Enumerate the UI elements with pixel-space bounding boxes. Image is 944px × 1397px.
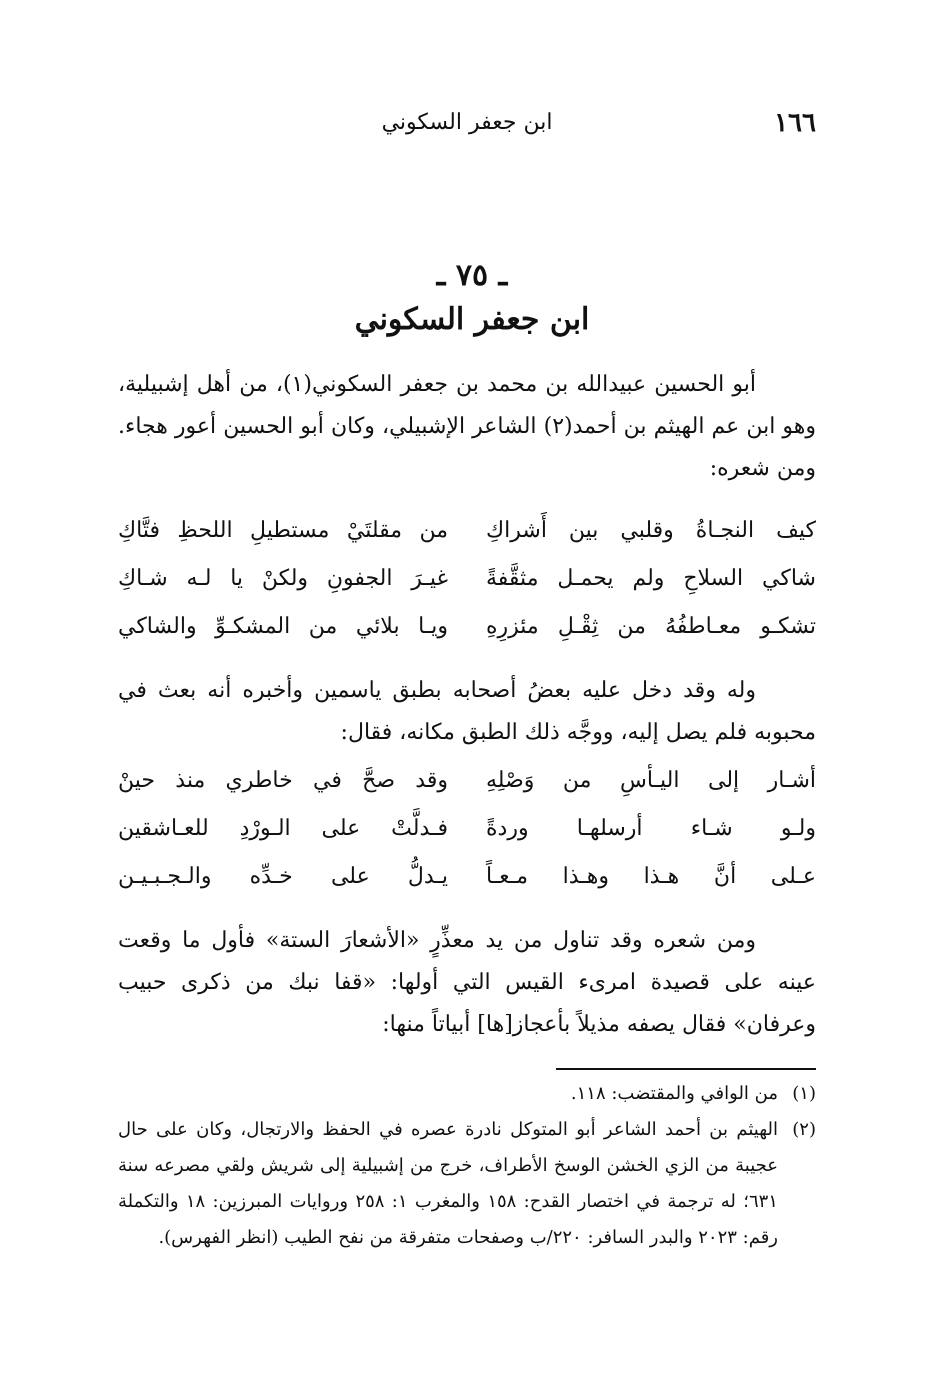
running-title: ابن جعفر السكوني	[381, 110, 553, 135]
entry-number: ـ ٧٥ ـ	[436, 258, 508, 293]
footnote-mark: (٢)	[792, 1119, 816, 1140]
second-hemistich: من مقلتَيْ مستطيلِ اللحظِ فتَّاكِ	[118, 518, 448, 543]
first-hemistich: كيف النجـاةُ وقلبي بين أَشراكِ	[486, 518, 816, 543]
second-hemistich: غيـرَ الجفونِ ولكنْ يا لـه شـاكِ	[118, 566, 448, 591]
footnote	[118, 1112, 816, 1256]
footnote-mark: (١)	[792, 1083, 816, 1104]
footnote	[118, 1076, 816, 1112]
first-hemistich: شاكي السلاحِ ولم يحمـل مثقَّفةً	[486, 566, 816, 591]
verse-line	[118, 560, 816, 608]
footnote-separator	[556, 1068, 816, 1070]
paragraph-text: أبو الحسين عبيدالله بن محمد بن جعفر السكوني(١)، من أهل إشبيلية، وهو ابن عم الهيثم بن أحمد(٢) الشاعر الإشبيلي، وكان أبو الحسين أعور هجاء. ومن شعره:	[118, 372, 816, 481]
second-hemistich: يـدلُّ على خـدِّه والـجـبـيـن	[118, 864, 448, 889]
second-hemistich: ويـا بلائي من المشكـوِّ والشاكي	[118, 614, 448, 639]
verse-line	[118, 512, 816, 560]
verse-line	[118, 608, 816, 656]
second-hemistich: فـدلَّتْ على الـورْدِ للعـاشقين	[118, 816, 448, 841]
footnote-text: الهيثم بن أحمد الشاعر أبو المتوكل نادرة عصره في الحفظ والارتجال، وكان على حال عجيبة من الزي الخشن الوسخ الأطراف، خرج من إشبيلية إلى شريش ولقي مصرعه سنة ٦٣١؛ له ترجمة في اختصار القدح: ١٥٨ والمغرب ١: ٢٥٨ وروايات المبرزين: ١٨ والتكملة رقم: ٢٠٢٣ والبدر السافر: ٢٢٠/ب وصفحات متفرقة من نفح الطيب (انظر الفهرس).	[118, 1119, 778, 1248]
verse-line	[118, 858, 816, 906]
second-hemistich: وقد صحَّ في خاطري منذ حينْ	[118, 768, 448, 793]
paragraph-text: وله وقد دخل عليه بعضُ أصحابه بطبق ياسمين وأخبره أنه بعث في محبوبه فلم يصل إليه، ووجَّه ذلك الطبق مكانه، فقال:	[118, 678, 816, 745]
poem-block-2	[118, 762, 816, 906]
page-number: ١٦٦	[774, 108, 816, 138]
footnotes	[118, 1076, 816, 1256]
first-hemistich: ولـو شـاء أرسلهـا وردةً	[486, 816, 816, 841]
footnote-text: من الوافي والمقتضب: ١١٨.	[570, 1083, 778, 1104]
narrative-paragraph	[118, 920, 816, 1046]
verse-line	[118, 810, 816, 858]
first-hemistich: أشـار إلى اليـأسِ من وَصْلِهِ	[486, 768, 816, 793]
narrative-paragraph	[118, 670, 816, 754]
first-hemistich: عـلى أنَّ هـذا وهـذا مـعـاً	[486, 864, 816, 889]
entry-title: ابن جعفر السكوني	[354, 302, 590, 337]
paragraph-text: ومن شعره وقد تناول من يد معذِّرٍ «الأشعارَ الستة» فأول ما وقعت عينه على قصيدة امرىء القيس التي أولها: «قفا نبك من ذكرى حبيب وعرفان» فقال يصفه مذيلاً بأعجاز[ها] أبياتاً منها:	[118, 928, 816, 1037]
poem-block-1	[118, 512, 816, 656]
first-hemistich: تشكـو معـاطفُهُ من ثِقْـلِ مئزرِهِ	[486, 614, 816, 639]
verse-line	[118, 762, 816, 810]
biography-paragraph	[118, 364, 816, 490]
running-header	[118, 108, 816, 148]
